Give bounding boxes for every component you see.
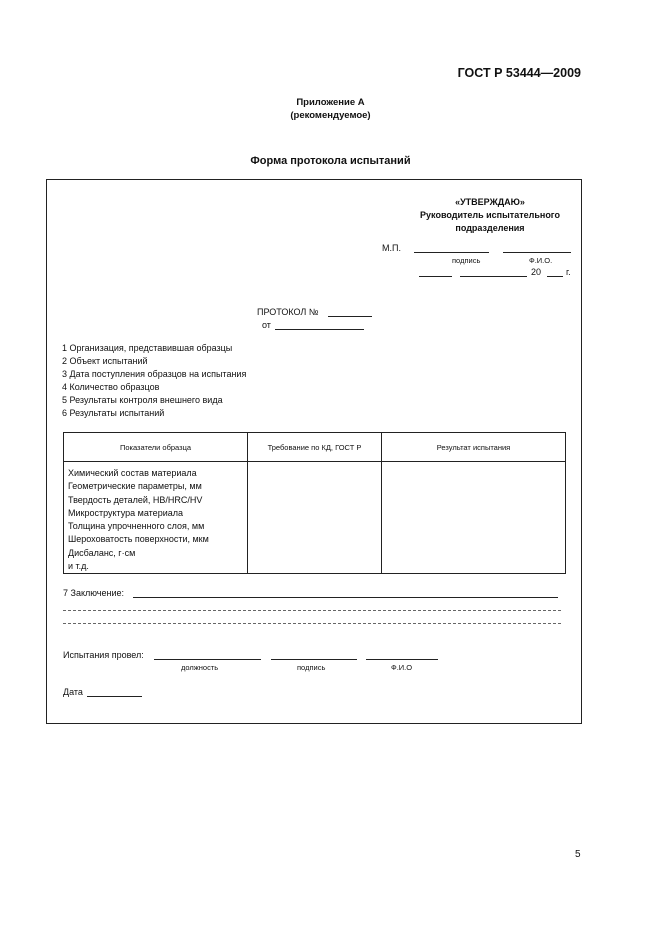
date-line[interactable]: [87, 696, 142, 697]
parameter-item: Толщина упрочненного слоя, мм: [68, 521, 205, 532]
table-row: [64, 462, 566, 574]
protocol-label: ПРОТОКОЛ №: [257, 307, 319, 317]
standard-number: ГОСТ Р 53444—2009: [457, 66, 581, 80]
approval-signature-line[interactable]: [414, 252, 489, 253]
tester-position-line[interactable]: [154, 659, 261, 660]
table-header-row: [64, 433, 566, 462]
result-cell[interactable]: [382, 462, 566, 574]
list-item: 2 Объект испытаний: [62, 355, 148, 366]
protocol-items-list: [62, 342, 246, 419]
conclusion-label: 7 Заключение:: [63, 588, 124, 598]
tester-name-line[interactable]: [366, 659, 438, 660]
approval-year-prefix: 20: [531, 267, 542, 277]
parameter-item: и т.д.: [68, 561, 89, 572]
list-item: 5 Результаты контроля внешнего вида: [62, 394, 223, 405]
list-item: 1 Организация, представившая образцы: [62, 343, 233, 353]
approval-block: [405, 196, 575, 235]
list-item: 6 Результаты испытаний: [62, 407, 165, 418]
form-title: Форма протокола испытаний: [250, 155, 411, 167]
approval-name-caption: Ф.И.О.: [529, 256, 553, 265]
protocol-number-line[interactable]: [328, 316, 372, 317]
parameter-item: Твердость деталей, HB/HRC/HV: [68, 494, 203, 505]
approval-year-line[interactable]: [547, 276, 563, 277]
list-item: 3 Дата поступления образцов на испытания: [62, 368, 247, 379]
appendix-title: Приложение А: [296, 97, 365, 108]
approval-position: Руководитель испытательного подразделения: [420, 210, 560, 233]
header-requirement: Требование по КД, ГОСТ Р: [248, 433, 382, 462]
stamp-place-label: М.П.: [382, 243, 401, 253]
appendix-heading: [0, 96, 661, 122]
approval-day-line[interactable]: [419, 276, 452, 277]
protocol-date-line[interactable]: [275, 329, 364, 330]
requirement-cell[interactable]: [248, 462, 382, 574]
approval-signature-caption: подпись: [452, 256, 481, 265]
parameter-item: Шероховатость поверхности, мкм: [68, 534, 209, 545]
parameter-item: Химический состав материала: [68, 468, 197, 478]
approval-month-line[interactable]: [460, 276, 527, 277]
date-label: Дата: [63, 687, 83, 697]
page-number: 5: [575, 849, 581, 860]
conclusion-line-3[interactable]: [63, 623, 561, 624]
parameter-item: Геометрические параметры, мм: [68, 481, 202, 492]
tester-label: Испытания провел:: [63, 650, 144, 660]
approval-year-suffix: г.: [566, 267, 571, 277]
tester-name-caption: Ф.И.О: [391, 663, 413, 672]
header-parameters: Показатели образца: [64, 433, 248, 462]
parameters-cell: [64, 462, 248, 574]
tester-signature-line[interactable]: [271, 659, 357, 660]
approval-name-line[interactable]: [503, 252, 571, 253]
list-item: 4 Количество образцов: [62, 381, 160, 392]
approval-heading: «УТВЕРЖДАЮ»: [455, 197, 525, 207]
parameter-item: Дисбаланс, г·см: [68, 547, 136, 558]
tester-position-caption: должность: [181, 663, 219, 672]
conclusion-line-2[interactable]: [63, 610, 561, 611]
tester-signature-caption: подпись: [297, 663, 326, 672]
conclusion-line-1[interactable]: [133, 597, 558, 598]
parameter-item: Микроструктура материала: [68, 507, 183, 518]
protocol-date-label: от: [262, 320, 271, 330]
results-table: [63, 432, 566, 574]
appendix-note: (рекомендуемое): [290, 110, 371, 121]
header-result: Результат испытания: [382, 433, 566, 462]
